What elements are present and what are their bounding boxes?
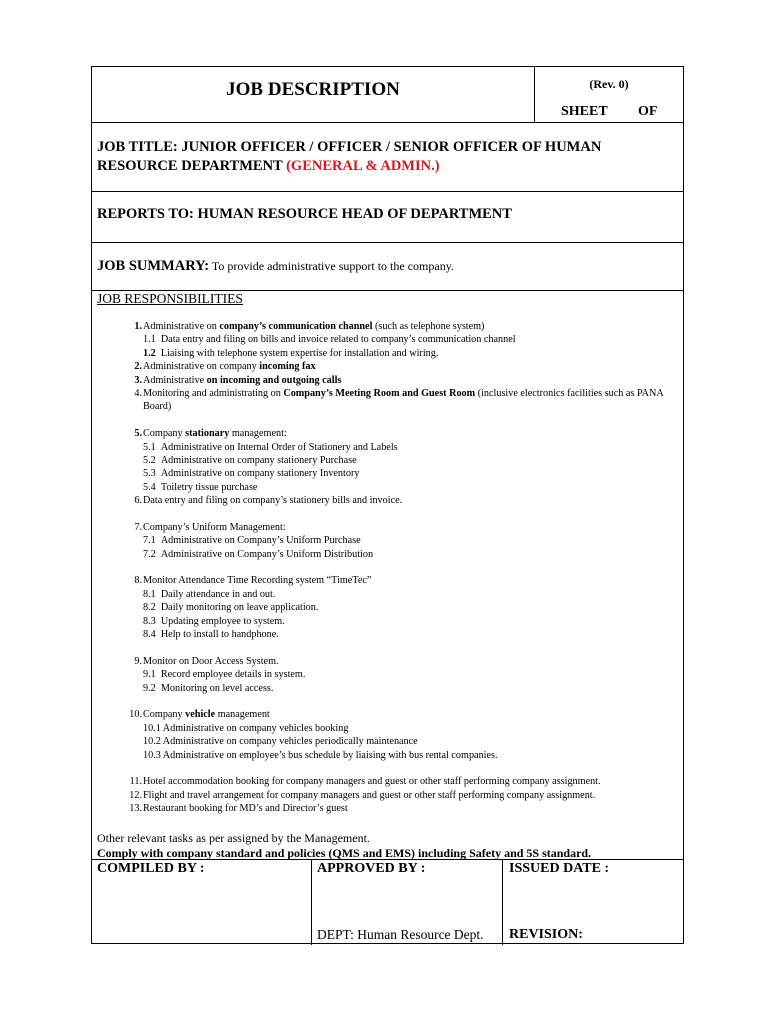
item-text: Company’s Uniform Management: [143, 521, 286, 533]
item-number: 7. [134, 521, 142, 533]
responsibilities-list [92, 320, 685, 815]
subitem-text: 8.2 Daily monitoring on leave application. [143, 602, 319, 614]
item-text: Hotel accommodation booking for company managers and guest or other staff performing company assignment. [143, 776, 601, 788]
list-subitem [92, 628, 685, 641]
list-subitem [92, 722, 685, 735]
item-text: Data entry and filing on company’s stationery bills and invoice. [143, 495, 403, 507]
list-item [92, 775, 685, 788]
list-subitem [92, 441, 685, 454]
list-subitem [92, 668, 685, 681]
department-label: DEPT: Human Resource Dept. [317, 927, 484, 942]
list-subitem [92, 467, 685, 480]
list-item [92, 655, 685, 668]
list-item [92, 802, 685, 815]
list-item [92, 574, 685, 587]
list-subitem [92, 548, 685, 561]
item-text: Administrative on incoming and outgoing calls [143, 374, 342, 386]
footer-divider-2 [502, 859, 503, 945]
list-subitem [92, 534, 685, 547]
job-title-text: JOB TITLE: JUNIOR OFFICER / OFFICER / SENIOR OFFICER OF HUMAN RESOURCE DEPARTMENT [97, 139, 602, 174]
document-title: JOB DESCRIPTION [226, 79, 400, 100]
item-text: Flight and travel arrangement for company managers and guest or other staff performing company assignment. [143, 789, 596, 801]
item-text: Administrative on company’s communication channel (such as telephone system) [143, 321, 485, 332]
list-subitem [92, 601, 685, 614]
subitem-text: 7.2 Administrative on Company’s Uniform Distribution [143, 548, 374, 560]
list-item [92, 494, 685, 507]
list-item [92, 374, 685, 387]
subitem-text: 5.2 Administrative on company stationery Purchase [143, 454, 357, 466]
item-number: 13. [129, 803, 142, 815]
list-item [92, 708, 685, 721]
item-number: 2. [134, 361, 142, 373]
list-item [92, 521, 685, 534]
subitem-text: 9.2 Monitoring on level access. [143, 682, 274, 694]
compliance-note: Comply with company standard and policies (QMS and EMS) including Safety and 5S standard. [97, 846, 592, 860]
item-number: 5. [134, 428, 142, 440]
item-text: Restaurant booking for MD’s and Director’s guest [143, 803, 348, 815]
item-number: 11. [129, 776, 142, 788]
subitem-text: 8.3 Updating employee to system. [143, 615, 285, 627]
list-subitem [92, 588, 685, 601]
responsibilities-heading: JOB RESPONSIBILITIES [97, 291, 243, 306]
job-summary [97, 257, 454, 275]
compiled-by-label: COMPILED BY : [97, 861, 205, 876]
other-tasks-note: Other relevant tasks as per assigned by the Management. [97, 831, 370, 845]
subitem-text: 7.1 Administrative on Company’s Uniform Purchase [143, 535, 361, 547]
divider-job-title [92, 191, 683, 192]
list-item [92, 427, 685, 440]
subitem-text: 5.4 Toiletry tissue purchase [143, 481, 258, 493]
list-subitem [92, 615, 685, 628]
item-number: 9. [134, 655, 142, 667]
item-number: 3. [134, 374, 142, 386]
item-number: 12. [129, 789, 142, 801]
header-divider [534, 67, 535, 122]
item-text: Company stationary management: [143, 428, 287, 440]
divider-reports-to [92, 242, 683, 243]
subitem-text: 10.2 Administrative on company vehicles periodically maintenance [143, 736, 418, 748]
list-subitem [92, 749, 685, 762]
job-description-document [91, 66, 684, 944]
divider-header [92, 122, 683, 123]
list-subitem [92, 333, 685, 346]
list-item [92, 360, 685, 373]
item-number: 6. [134, 495, 142, 507]
list-item [92, 387, 685, 414]
list-item [92, 789, 685, 802]
item-number: 8. [134, 575, 142, 587]
item-number: 10. [129, 709, 142, 721]
list-subitem [92, 481, 685, 494]
approved-by-label: APPROVED BY : [317, 861, 426, 876]
subitem-text: 8.4 Help to install to handphone. [143, 629, 279, 640]
of-label: OF [638, 104, 658, 119]
subitem-text: 1.1 Data entry and filing on bills and invoice related to company’s communication channel [143, 334, 516, 346]
footer-divider-1 [311, 859, 312, 945]
list-subitem [92, 735, 685, 748]
subitem-text: 5.1 Administrative on Internal Order of Stationery and Labels [143, 441, 398, 453]
item-number: 1. [134, 321, 142, 332]
item-text: Company vehicle management [143, 709, 270, 721]
subitem-text: 5.3 Administrative on company stationery Inventory [143, 468, 360, 480]
sheet-label: SHEET [561, 104, 608, 119]
subitem-text: 1.2 Liaising with telephone system expertise for installation and wiring. [143, 347, 439, 359]
job-title [97, 138, 677, 176]
job-summary-text: To provide administrative support to the company. [209, 259, 454, 273]
issued-date-label: ISSUED DATE : [509, 861, 610, 876]
revision-number: (Rev. 0) [589, 77, 629, 91]
job-title-department: (GENERAL & ADMIN.) [286, 158, 440, 174]
subitem-text: 10.1 Administrative on company vehicles booking [143, 722, 349, 734]
revision-label: REVISION: [509, 927, 583, 942]
job-summary-label: JOB SUMMARY: [97, 258, 210, 274]
item-text: Administrative on company incoming fax [143, 361, 316, 373]
list-subitem [92, 454, 685, 467]
subitem-text: 8.1 Daily attendance in and out. [143, 588, 276, 600]
item-text: Monitor on Door Access System. [143, 655, 279, 667]
subitem-text: 10.3 Administrative on employee’s bus schedule by liaising with bus rental companies. [143, 749, 498, 761]
list-subitem [92, 682, 685, 695]
list-subitem [92, 347, 685, 360]
item-text: Monitoring and administrating on Company’s Meeting Room and Guest Room (inclusive electronics facilities such as PANA Board) [143, 387, 664, 413]
subitem-text: 9.1 Record employee details in system. [143, 669, 306, 681]
item-number: 4. [134, 387, 142, 399]
list-item [92, 320, 685, 333]
item-text: Monitor Attendance Time Recording system “TimeTec” [143, 575, 372, 587]
reports-to: REPORTS TO: HUMAN RESOURCE HEAD OF DEPARTMENT [97, 206, 512, 222]
